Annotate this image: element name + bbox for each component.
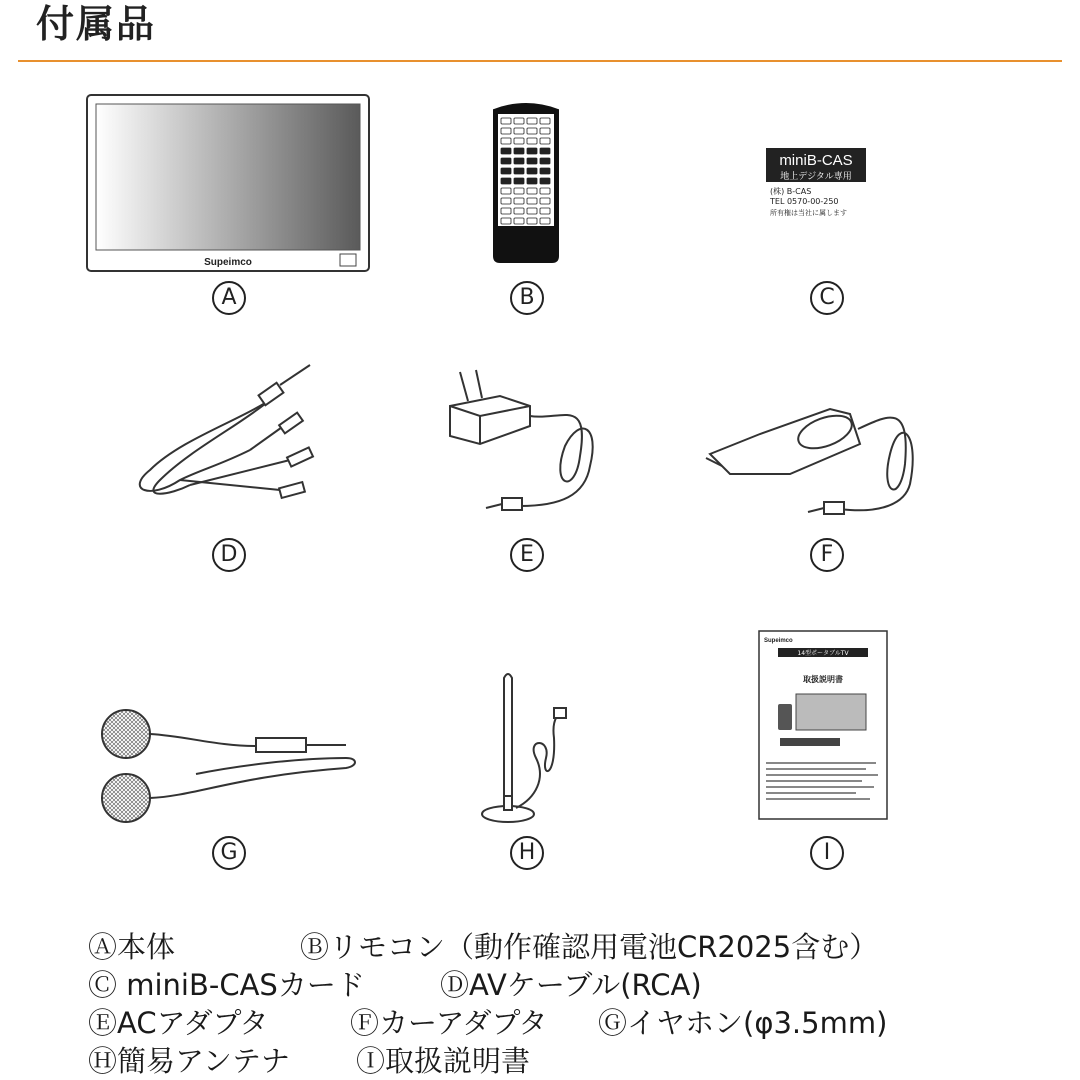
item-earphones (96, 706, 362, 832)
remote-button (514, 188, 524, 194)
legend-row (88, 966, 1068, 1004)
remote-button (514, 178, 524, 184)
item-bcas-card (760, 138, 878, 222)
card-line-1: (株) B-CAS (770, 187, 812, 196)
tv-illustration (86, 94, 370, 274)
legend-item-e: ⒺACアダプタ (88, 1006, 269, 1040)
label-letter-a: A (212, 281, 246, 315)
legend-item-d: ⒹAVケーブル(RCA) (440, 968, 702, 1002)
remote-button (501, 208, 511, 214)
remote-button (527, 158, 537, 164)
remote-button (501, 188, 511, 194)
item-av-cable (120, 370, 340, 530)
remote-button (514, 138, 524, 144)
label-letter-c: C (810, 281, 844, 315)
remote-button (527, 188, 537, 194)
item-manual (758, 630, 888, 820)
earphones-illustration (96, 706, 362, 832)
car-adapter-illustration (700, 374, 930, 524)
remote-illustration (488, 102, 564, 264)
remote-button (540, 178, 550, 184)
remote-button (501, 138, 511, 144)
card-subtitle: 地上デジタル専用 (780, 172, 852, 182)
remote-button (540, 128, 550, 134)
remote-button (501, 168, 511, 174)
card-line-2: TEL 0570-00-250 (770, 197, 839, 206)
remote-button (527, 198, 537, 204)
manual-band-text: 14型ポータブルTV (797, 650, 849, 657)
label-letter-f: F (810, 538, 844, 572)
label-letter-e: E (510, 538, 544, 572)
remote-button (514, 128, 524, 134)
label-letter-g: G (212, 836, 246, 870)
legend-item-c: Ⓒ miniB-CASカード (88, 968, 365, 1002)
tv-brand-label: Supeimco (204, 257, 252, 268)
remote-button (540, 208, 550, 214)
remote-button (527, 148, 537, 154)
label-letter-d: D (212, 538, 246, 572)
remote-button (514, 208, 524, 214)
remote-button (527, 128, 537, 134)
remote-button (514, 198, 524, 204)
card-line-3: 所有権は当社に属します (770, 209, 847, 217)
remote-button (540, 198, 550, 204)
remote-button (527, 138, 537, 144)
ac-adapter-illustration (440, 366, 620, 526)
remote-button (540, 148, 550, 154)
legend-item-a: Ⓐ本体 (88, 930, 176, 964)
remote-button (501, 148, 511, 154)
manual-brand: Supeimco (764, 638, 793, 644)
remote-button (514, 168, 524, 174)
page-title: 付属品 (36, 2, 157, 46)
item-remote (488, 102, 564, 264)
remote-button (501, 198, 511, 204)
remote-button (540, 118, 550, 124)
legend-row (88, 928, 1068, 966)
legend-item-f: Ⓕカーアダプタ (350, 1006, 548, 1040)
legend-item-b: Ⓑリモコン（動作確認用電池CR2025含む） (300, 930, 879, 964)
remote-button (540, 138, 550, 144)
legend-item-g: Ⓖイヤホン(φ3.5mm) (598, 1006, 888, 1040)
remote-button (501, 158, 511, 164)
item-car-adapter (700, 374, 930, 524)
manual-heading: 取扱説明書 (803, 675, 843, 684)
label-letter-i: I (810, 836, 844, 870)
item-antenna (476, 668, 586, 828)
card-title: miniB-CAS (779, 152, 853, 169)
remote-button (540, 188, 550, 194)
title-underline (18, 60, 1062, 62)
remote-button (514, 158, 524, 164)
manual-illustration (758, 630, 888, 820)
remote-button (501, 178, 511, 184)
legend-item-i: Ⓘ取扱説明書 (356, 1044, 531, 1078)
remote-button (527, 118, 537, 124)
remote-button (514, 148, 524, 154)
bcas-card-illustration (760, 138, 878, 222)
remote-button (527, 178, 537, 184)
remote-button (501, 218, 511, 224)
remote-button (514, 218, 524, 224)
remote-button (527, 168, 537, 174)
remote-button (501, 128, 511, 134)
remote-button (540, 168, 550, 174)
remote-button (540, 158, 550, 164)
remote-button (501, 118, 511, 124)
legend-item-h: Ⓗ簡易アンテナ (88, 1044, 290, 1078)
label-letter-h: H (510, 836, 544, 870)
av-cable-illustration (120, 370, 340, 530)
label-letter-b: B (510, 281, 544, 315)
item-ac-adapter (440, 366, 620, 526)
accessory-legend (88, 928, 1068, 1080)
item-tv-body (86, 94, 370, 274)
remote-button (527, 208, 537, 214)
remote-button (540, 218, 550, 224)
legend-row (88, 1042, 1068, 1080)
legend-row (88, 1004, 1068, 1042)
remote-button (527, 218, 537, 224)
remote-button (514, 118, 524, 124)
antenna-illustration (476, 668, 586, 828)
